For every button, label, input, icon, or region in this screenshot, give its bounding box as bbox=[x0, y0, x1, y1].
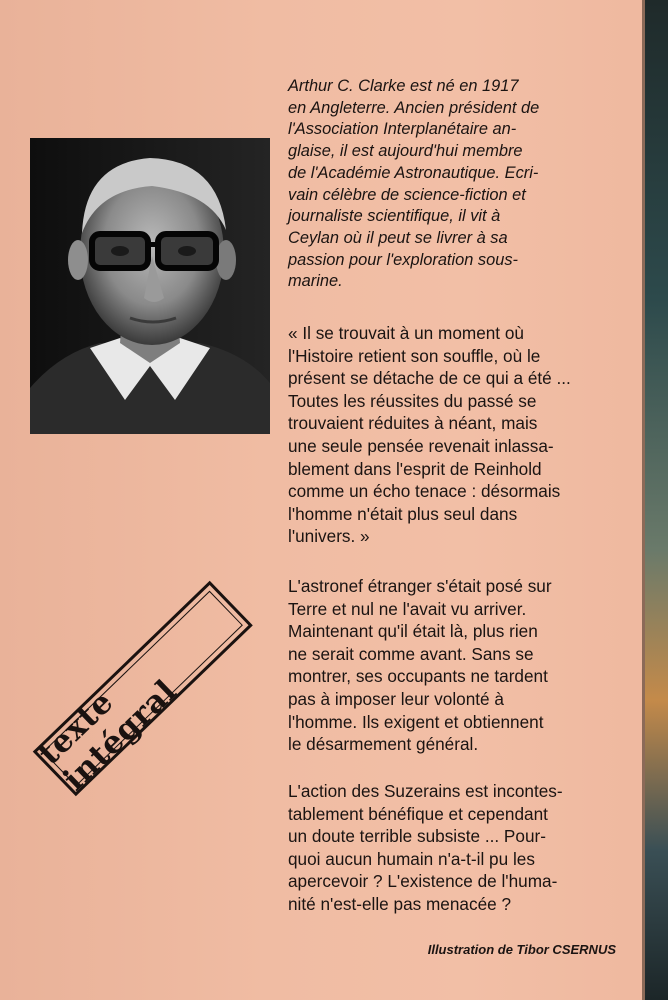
author-photo bbox=[30, 138, 270, 434]
author-biography: Arthur C. Clarke est né en 1917 en Angleterre. Ancien président de l'Association Interplanétaire an- glaise, il est aujourd'hui membre de l'Académie Astronautique. Ecri- vain célèbre de science-fiction et journaliste scientifique, il vit à Ceylan où il peut se livrer à sa passion pour l'exploration sous- marine. bbox=[288, 77, 540, 291]
stamp-text: texte intégral bbox=[33, 581, 253, 796]
excerpt-quote: « Il se trouvait à un moment où l'Histoire retient son souffle, où le présent se détache de ce qui a été ... Toutes les réussites du passé se trouvaient réduites à néant, mais une seule pensée revenait inlassa- blement dans l'esprit de Reinhold comme un écho tenace : désormais l'homme n'était plus seul dans l'univers. » bbox=[288, 323, 571, 547]
synopsis-paragraph-2: L'action des Suzerains est incontes- tablement bénéfique et cependant un doute terrible subsiste ... Pour- quoi aucun humain n'a-t-il pu les apercevoir ? L'existence de l'huma- nité n'est-elle pas menacée ? bbox=[288, 781, 563, 914]
synopsis-paragraph: L'astronef étranger s'était posé sur Terre et nul ne l'avait vu arriver. Maintenant qu'il était là, plus rien ne serait comme avant. Sans se montrer, ses occupants ne tardent pas à imposer leur volonté à l'homme. Ils exigent et obtiennent le désarmement général. bbox=[288, 576, 552, 755]
illustration-credit: Illustration de Tibor CSERNUS bbox=[427, 942, 616, 957]
spine-edge bbox=[642, 0, 668, 1000]
